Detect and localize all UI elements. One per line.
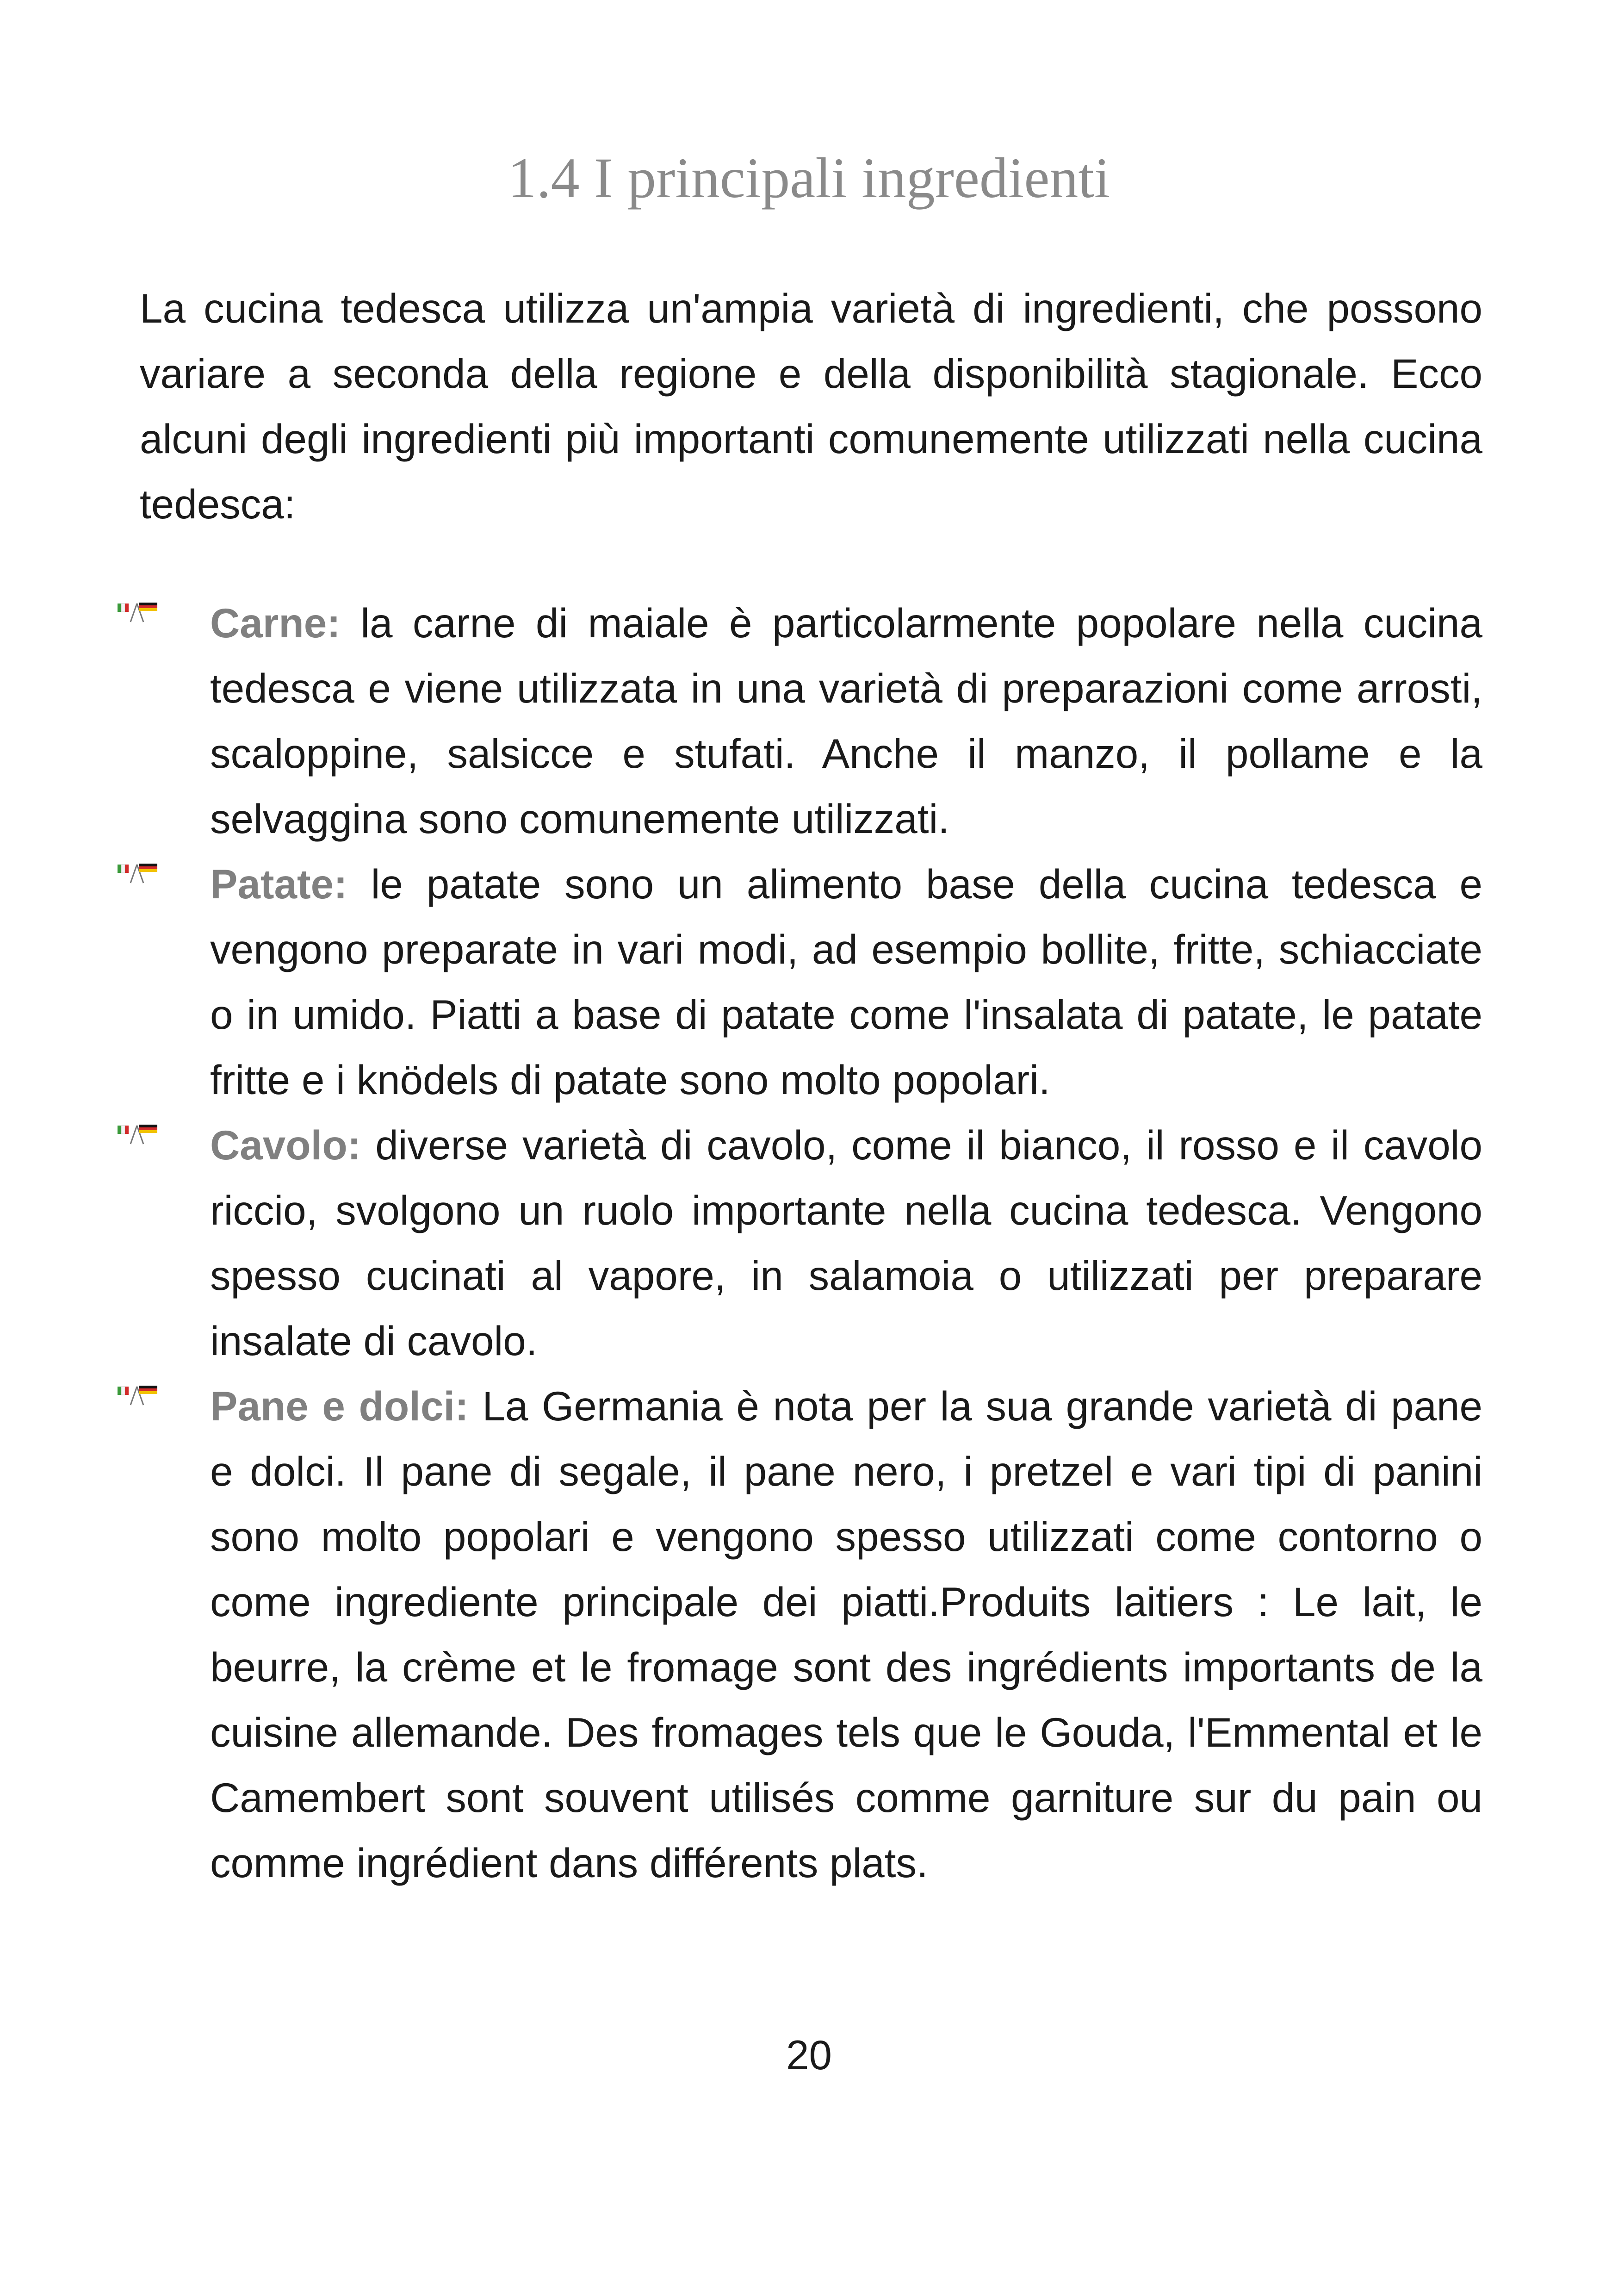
page-number: 20 [786,2032,832,2078]
ingredient-term: Carne: [210,600,341,646]
italy-germany-flags-icon [117,601,161,623]
ingredient-description: La Germania è nota per la sua grande varietà di pane e dolci. Il pane di segale, il pane nero, i pretzel e vari tipi di panini sono molto popolari e vengono spesso utilizzati come contorno o come ingrediente principale dei piatti.Produits laitiers : Le lait, le beurre, la crème et le fromage sont des ingrédients importants de la cuisine allemande. Des fromages tels que le Gouda, l'Emmental et le Camembert sont souvent utilisés comme garniture sur du pain ou comme ingrédient dans différents plats. [210,1383,1482,1886]
ingredient-description: la carne di maiale è particolarmente popolare nella cucina tedesca e viene utilizzata in una varietà di preparazioni come arrosti, scaloppine, salsicce e stufati. Anche il manzo, il pollame e la selvaggina sono comunemente utilizzati. [210,600,1482,842]
italy-germany-flags-icon [117,1123,161,1145]
ingredient-item-patate [117,852,1482,1113]
italy-germany-flags-icon [117,862,161,884]
intro-paragraph: La cucina tedesca utilizza un'ampia varietà di ingredienti, che possono variare a seconda della regione e della disponibilità stagionale. Ecco alcuni degli ingredienti più importanti comunemente utilizzati nella cucina tedesca: [140,285,1482,527]
page-title: 1.4 I principali ingredienti [508,146,1110,210]
italy-germany-flags-icon [117,1384,161,1406]
ingredient-item-cavolo [117,1113,1482,1374]
ingredient-term: Patate: [210,861,347,907]
ingredient-description: diverse varietà di cavolo, come il bianco, il rosso e il cavolo riccio, svolgono un ruolo importante nella cucina tedesca. Vengono spesso cucinati al vapore, in salamoia o utilizzati per preparare insalate di cavolo. [210,1122,1482,1364]
ingredient-description: le patate sono un alimento base della cucina tedesca e vengono preparate in vari modi, ad esempio bollite, fritte, schiacciate o in umido. Piatti a base di patate come l'insalata di patate, le patate fritte e i knödels di patate sono molto popolari. [210,861,1482,1103]
ingredient-item-carne [117,591,1482,852]
ingredient-term: Pane e dolci: [210,1383,469,1429]
ingredient-term: Cavolo: [210,1122,361,1168]
ingredient-list [117,591,1482,1896]
ingredient-item-pane-e-dolci [117,1374,1482,1896]
